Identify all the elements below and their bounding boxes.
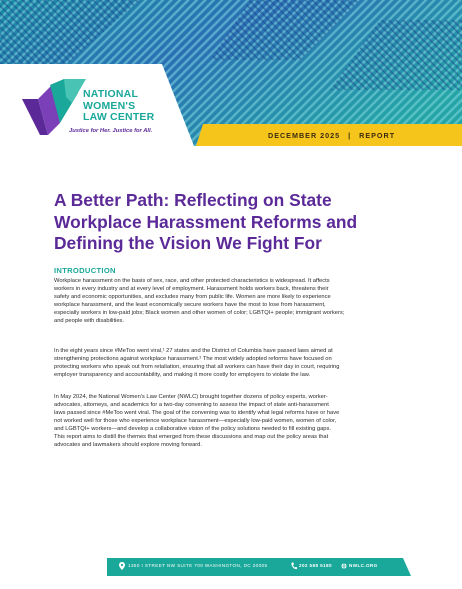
text-line: In the eight years since #MeToo went viral,¹ 27 states and the District of Columbia have passed laws aimed at [54,348,333,354]
footer-phone: 202 588 5180 [299,563,332,568]
text-line: and people with disabilities. [54,318,125,325]
date-bar [268,131,395,140]
text-line: advocates, attorneys, and academics for a two-day convening to assess the impact of state anti-harassment [54,402,329,409]
text-line: workers in every industry and at every level of employment. Harassment holds workers back, threatens their [54,286,329,293]
report-date: DECEMBER 2025 [268,131,341,140]
text-line: not worked well for those who experience workplace harassment—especially low-paid women, women of color, [54,418,337,425]
text-line: This report aims to distill the themes that emerged from these discussions and map out the policy areas that [54,434,329,441]
footer-address: 1350 I STREET NW SUITE 700 WASHINGTON, DC 20005 [128,563,268,568]
org-name-line3: LAW CENTER [83,111,155,123]
text-line: workplace harassment, and the least economically secure workers have the most to lose from harassment, [54,302,326,309]
text-line: and LGBTQI+ workers—and develop a collaborative vision of the policy solutions needed to fill existing gaps. [54,426,331,433]
org-name-line2: WOMEN'S [83,99,136,112]
title-line: A Better Path: Reflecting on State [54,190,332,210]
text-line: Workplace harassment on the basis of sex, race, and other protected characteristics is widespread. It affects [54,278,330,284]
title-line: Defining the Vision We Fight For [54,233,322,253]
text-line: safety and economic opportunities, and excludes many from public life. Women are more likely to experience [54,294,331,301]
doc-type: REPORT [359,131,396,140]
text-line: employer transparency and accountability, and making it more costly for employers to violate the law. [54,372,311,379]
paragraph-1 [54,277,410,325]
org-name-line1: NATIONAL [83,88,139,100]
paragraph-3 [54,393,410,449]
section-heading: INTRODUCTION [54,266,116,275]
date-separator: | [348,131,352,140]
report-title [54,190,424,255]
location-pin-icon [119,562,125,570]
tagline: Justice for Her. Justice for All. [69,128,153,134]
text-line: laws passed since #MeToo went viral. The goal of the convening was to identify what legal reforms have or have [54,410,340,417]
footer-website[interactable]: NWLC.ORG [349,563,378,568]
text-line: protecting workers who speak out from retaliation, ensuring that all workers can have their day in court, requiring [54,364,340,371]
title-line: Workplace Harassment Reforms and [54,211,358,232]
text-line: especially workers in low-paid jobs; Black women and other women of color; LGBTQI+ people; immigrant workers; [54,310,345,317]
paragraph-2 [54,347,410,379]
globe-icon [341,562,347,570]
text-line: advocates and lawmakers should explore moving forward. [54,442,202,449]
phone-icon [291,562,297,570]
text-line: strengthening protections against workplace harassment.² The most widely adopted reforms have focused on [54,356,332,363]
text-line: In May 2024, the National Women's Law Center (NWLC) brought together dozens of policy experts, worker- [54,394,328,400]
org-name [83,89,154,124]
